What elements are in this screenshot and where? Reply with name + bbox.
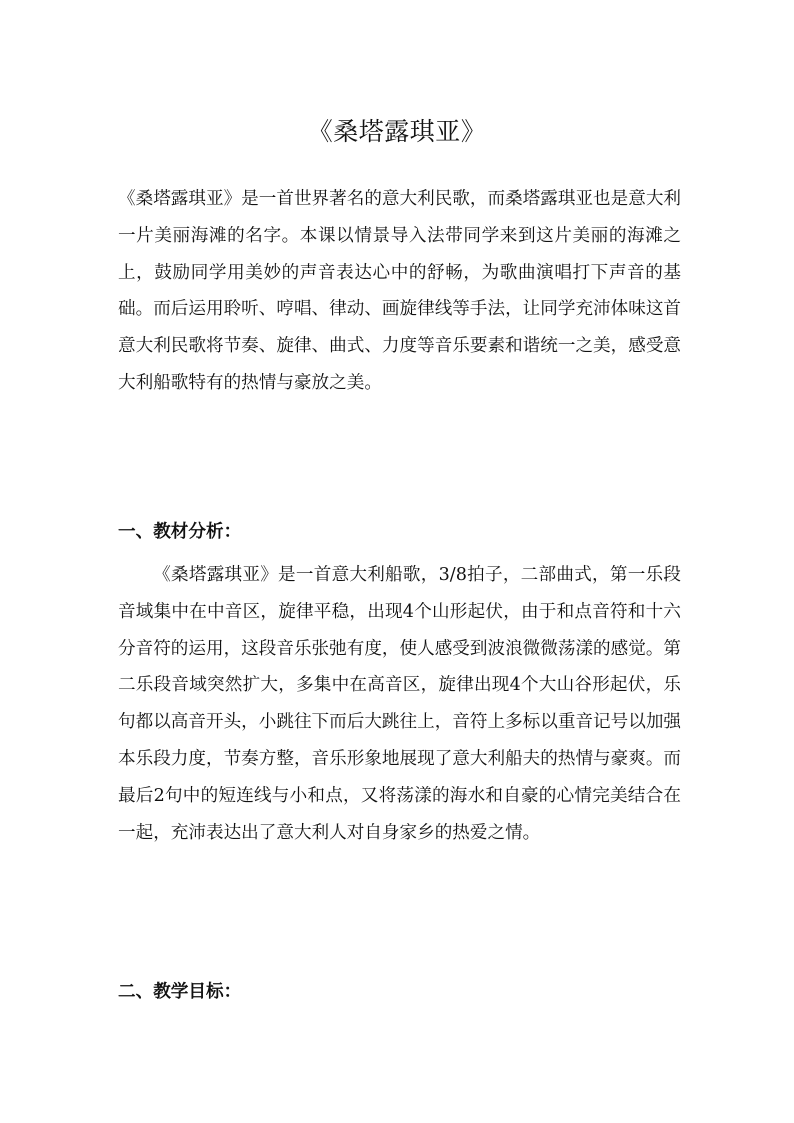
document-title: 《桑塔露琪亚》 <box>307 116 487 146</box>
section-heading-teaching-goals: 二、教学目标： <box>118 981 242 1002</box>
textbook-analysis-paragraph: 《桑塔露琪亚》是一首意大利船歌，3/8拍子，二部曲式，第一乐段音域集中在中音区，旋律平稳，出现4个山形起伏，由于和点音符和十六分音符的运用，这段音乐张弛有度，使人感受到波浪微微荡漾的感觉。第二乐段音域突然扩大，多集中在高音区，旋律出现4个大山谷形起伏，乐句都以高音开头，小跳往下而后大跳往上，音符上多标以重音记号以加强本乐段力度，节奏方整，音乐形象地展现了意大利船夫的热情与豪爽。而最后2句中的短连线与小和点，又将荡漾的海水和自豪的心情完美结合在一起，充沛表达出了意大利人对自身家乡的热爱之情。 <box>118 565 682 843</box>
intro-paragraph: 《桑塔露琪亚》是一首世界著名的意大利民歌，而桑塔露琪亚也是意大利一片美丽海滩的名字。本课以情景导入法带同学来到这片美丽的海滩之上，鼓励同学用美妙的声音表达心中的舒畅，为歌曲演唱打下声音的基础。而后运用聆听、哼唱、律动、画旋律线等手法，让同学充沛体味这首意大利民歌将节奏、旋律、曲式、力度等音乐要素和谐统一之美，感受意大利船歌特有的热情与豪放之美。 <box>118 189 682 393</box>
section-heading-textbook-analysis: 一、教材分析： <box>118 521 242 542</box>
